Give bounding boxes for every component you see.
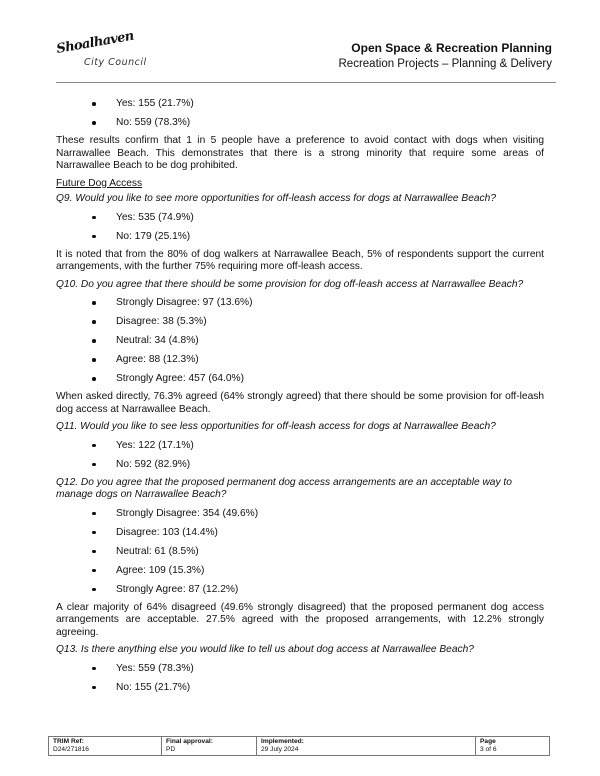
header-subtitle: Recreation Projects – Planning & Delivery xyxy=(338,58,552,70)
list-item: Disagree: 103 (14.4%) xyxy=(56,523,544,542)
bullet-icon xyxy=(92,339,96,343)
footer-trim-cell xyxy=(49,737,162,756)
header-divider xyxy=(56,82,556,83)
page-number: 3 of 6 xyxy=(480,746,497,753)
q9-answer-list xyxy=(56,208,544,246)
q12-comment: A clear majority of 64% disagreed (49.6% strongly disagreed) that the proposed permanent dog access arrangements are acceptable. 27.5% agreed with the proposed arrangements, with 12.2% strongly agreeing. xyxy=(56,601,544,638)
intro-paragraph: These results confirm that 1 in 5 people have a preference to avoid contact with dogs when visiting Narrawallee Beach. This demonstrates that there is a strong minority that require some areas of Narrawallee Beach to be dog prohibited. xyxy=(56,135,544,171)
footer-implemented-cell xyxy=(257,737,476,756)
q9-comment: It is noted that from the 80% of dog walkers at Narrawallee Beach, 5% of respondents support the current arrangements, with the further 75% requiring more off-leash access. xyxy=(56,248,544,272)
approval-value: PD xyxy=(166,746,176,753)
list-item: No: 559 (78.3%) xyxy=(56,113,544,132)
trim-value: D24/271816 xyxy=(53,746,89,753)
list-item: Neutral: 34 (4.8%) xyxy=(56,331,544,350)
council-logo xyxy=(55,28,156,78)
approval-label: Final approval: xyxy=(166,738,213,745)
list-item: No: 592 (82.9%) xyxy=(56,455,544,474)
bullet-icon xyxy=(92,301,96,305)
intro-answer-list xyxy=(56,94,544,132)
bullet-icon xyxy=(92,216,96,220)
bullet-icon xyxy=(92,550,96,554)
list-item: Strongly Agree: 457 (64.0%) xyxy=(56,369,544,388)
document-body xyxy=(56,94,544,697)
q11-answer-list xyxy=(56,436,544,474)
list-item: Strongly Disagree: 97 (13.6%) xyxy=(56,293,544,312)
section-heading: Future Dog Access xyxy=(56,177,143,189)
question-q13: Q13. Is there anything else you would like to tell us about dog access at Narrawallee Beach? xyxy=(56,644,474,655)
list-item: Yes: 535 (74.9%) xyxy=(56,208,544,227)
bullet-icon xyxy=(92,588,96,592)
bullet-icon xyxy=(92,463,96,467)
bullet-icon xyxy=(92,235,96,239)
bullet-icon xyxy=(92,102,96,106)
bullet-icon xyxy=(92,444,96,448)
list-item: Yes: 122 (17.1%) xyxy=(56,436,544,455)
bullet-icon xyxy=(92,358,96,362)
logo-script-text: Shoalhaven xyxy=(55,28,135,57)
bullet-icon xyxy=(92,667,96,671)
question-q9: Q9. Would you like to see more opportunities for off-leash access for dogs at Narrawallee Beach? xyxy=(56,193,496,204)
list-item: Disagree: 38 (5.3%) xyxy=(56,312,544,331)
bullet-icon xyxy=(92,121,96,125)
list-item: No: 179 (25.1%) xyxy=(56,227,544,246)
implemented-value: 29 July 2024 xyxy=(261,746,299,753)
footer-approval-cell xyxy=(162,737,257,756)
list-item: Agree: 88 (12.3%) xyxy=(56,350,544,369)
page-header xyxy=(55,28,552,84)
bullet-icon xyxy=(92,569,96,573)
page-label: Page xyxy=(480,738,496,745)
footer-page-cell xyxy=(476,737,550,756)
list-item: No: 155 (21.7%) xyxy=(56,678,544,697)
question-q12: Q12. Do you agree that the proposed permanent dog access arrangements are an acceptable way to manage dogs on Narrawallee Beach? xyxy=(56,476,512,500)
footer-table xyxy=(48,736,550,756)
list-item: Neutral: 61 (8.5%) xyxy=(56,542,544,561)
bullet-icon xyxy=(92,531,96,535)
list-item: Strongly Agree: 87 (12.2%) xyxy=(56,580,544,599)
list-item: Strongly Disagree: 354 (49.6%) xyxy=(56,504,544,523)
q10-comment: When asked directly, 76.3% agreed (64% strongly agreed) that there should be some provision for off-leash dog access at Narrawallee Beach. xyxy=(56,391,544,415)
bullet-icon xyxy=(92,686,96,690)
bullet-icon xyxy=(92,377,96,381)
implemented-label: Implemented: xyxy=(261,738,304,745)
q12-answer-list xyxy=(56,504,544,599)
question-q10: Q10. Do you agree that there should be some provision for dog off-leash access at Narrawallee Beach? xyxy=(56,278,524,290)
header-title: Open Space & Recreation Planning xyxy=(351,41,552,55)
q10-answer-list xyxy=(56,293,544,388)
trim-label: TRIM Ref: xyxy=(53,738,84,745)
list-item: Agree: 109 (15.3%) xyxy=(56,561,544,580)
bullet-icon xyxy=(92,512,96,516)
logo-sub-text: City Council xyxy=(84,57,147,68)
q13-answer-list xyxy=(56,659,544,697)
question-q11: Q11. Would you like to see less opportunities for off-leash access for dogs at Narrawallee Beach? xyxy=(56,421,496,432)
list-item: Yes: 559 (78.3%) xyxy=(56,659,544,678)
list-item: Yes: 155 (21.7%) xyxy=(56,94,544,113)
bullet-icon xyxy=(92,320,96,324)
